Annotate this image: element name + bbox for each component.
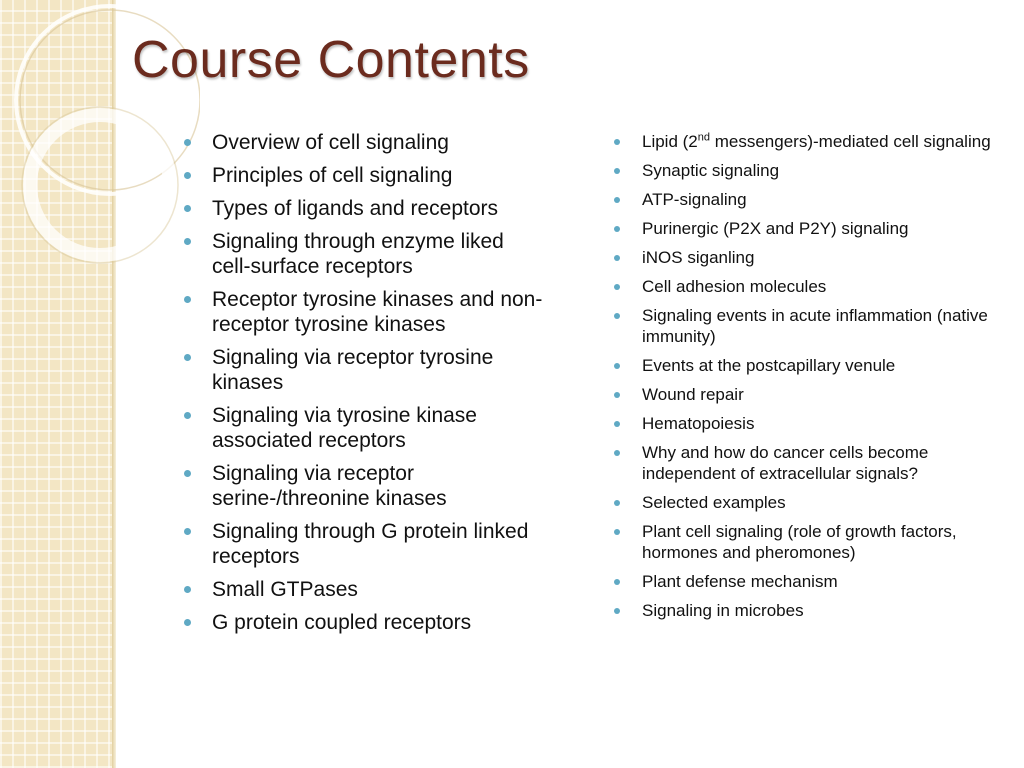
list-item <box>184 287 544 337</box>
bullet-icon <box>184 205 191 212</box>
bullet-icon <box>184 470 191 477</box>
list-item-text: Signaling through enzyme liked cell-surface receptors <box>212 230 504 278</box>
left-bullet-list <box>184 130 544 643</box>
list-item-text: Why and how do cancer cells become independent of extracellular signals? <box>642 443 929 483</box>
list-item-text: Plant cell signaling (role of growth factors, hormones and pheromones) <box>642 522 957 562</box>
bullet-icon <box>614 529 620 535</box>
list-item-text: Signaling through G protein linked receptors <box>212 520 529 568</box>
list-item <box>614 355 994 376</box>
list-item <box>614 305 994 347</box>
bullet-icon <box>614 313 620 319</box>
list-item-text: Overview of cell signaling <box>212 131 449 154</box>
list-item-text: Signaling events in acute inflammation (native immunity) <box>642 306 988 346</box>
list-item <box>614 442 994 484</box>
list-item <box>184 519 544 569</box>
list-item <box>614 521 994 563</box>
bullet-icon <box>184 172 191 179</box>
list-item-text: G protein coupled receptors <box>212 611 472 634</box>
bullet-icon <box>184 586 191 593</box>
list-item-text: Signaling via receptor tyrosine kinases <box>212 346 494 394</box>
list-item-text: Synaptic signaling <box>642 161 780 180</box>
bullet-icon <box>614 500 620 506</box>
list-item <box>184 610 544 635</box>
list-item-text: iNOS siganling <box>642 248 755 267</box>
bullet-icon <box>614 363 620 369</box>
list-item-text: Events at the postcapillary venule <box>642 356 896 375</box>
list-item <box>614 384 994 405</box>
list-item-text: Signaling in microbes <box>642 601 804 620</box>
list-item <box>184 403 544 453</box>
list-item-text: Selected examples <box>642 493 786 512</box>
list-item-text: Wound repair <box>642 385 744 404</box>
list-item-text: Signaling via tyrosine kinase associated receptors <box>212 404 477 452</box>
bullet-icon <box>614 579 620 585</box>
right-bullet-list <box>614 131 994 629</box>
list-item-text: ATP-signaling <box>642 190 747 209</box>
bullet-icon <box>184 296 191 303</box>
list-item-text: Receptor tyrosine kinases and non-receptor tyrosine kinases <box>212 288 543 336</box>
list-item <box>614 160 994 181</box>
bullet-icon <box>614 197 620 203</box>
list-item <box>614 247 994 268</box>
list-item <box>614 492 994 513</box>
bullet-icon <box>614 608 620 614</box>
list-item-text: Plant defense mechanism <box>642 572 838 591</box>
bullet-icon <box>184 238 191 245</box>
list-item <box>614 413 994 434</box>
bullet-icon <box>614 450 620 456</box>
list-item-text: Signaling via receptor serine-/threonine kinases <box>212 462 447 510</box>
list-item-text: Principles of cell signaling <box>212 164 453 187</box>
list-item <box>184 461 544 511</box>
list-item <box>614 571 994 592</box>
bullet-icon <box>184 619 191 626</box>
bullet-icon <box>184 412 191 419</box>
bullet-icon <box>614 139 620 145</box>
bullet-icon <box>184 354 191 361</box>
list-item <box>614 131 994 152</box>
list-item-text: Purinergic (P2X and P2Y) signaling <box>642 219 909 238</box>
list-item <box>184 229 544 279</box>
list-item <box>184 196 544 221</box>
list-item <box>184 130 544 155</box>
bullet-icon <box>184 528 191 535</box>
bullet-icon <box>614 255 620 261</box>
list-item <box>614 276 994 297</box>
list-item <box>184 163 544 188</box>
bullet-icon <box>614 226 620 232</box>
list-item-text: Cell adhesion molecules <box>642 277 827 296</box>
bullet-icon <box>614 284 620 290</box>
list-item-text: Small GTPases <box>212 578 358 601</box>
list-item-text: Lipid (2nd messengers)-mediated cell signaling <box>642 131 991 151</box>
list-item-text: Types of ligands and receptors <box>212 197 499 220</box>
list-item-text: Hematopoiesis <box>642 414 755 433</box>
list-item <box>184 577 544 602</box>
list-item <box>614 600 994 621</box>
bullet-icon <box>614 168 620 174</box>
list-item <box>614 189 994 210</box>
bullet-icon <box>614 392 620 398</box>
bullet-icon <box>614 421 620 427</box>
bullet-icon <box>184 139 191 146</box>
list-item <box>184 345 544 395</box>
list-item <box>614 218 994 239</box>
slide-title: Course Contents <box>132 31 530 89</box>
